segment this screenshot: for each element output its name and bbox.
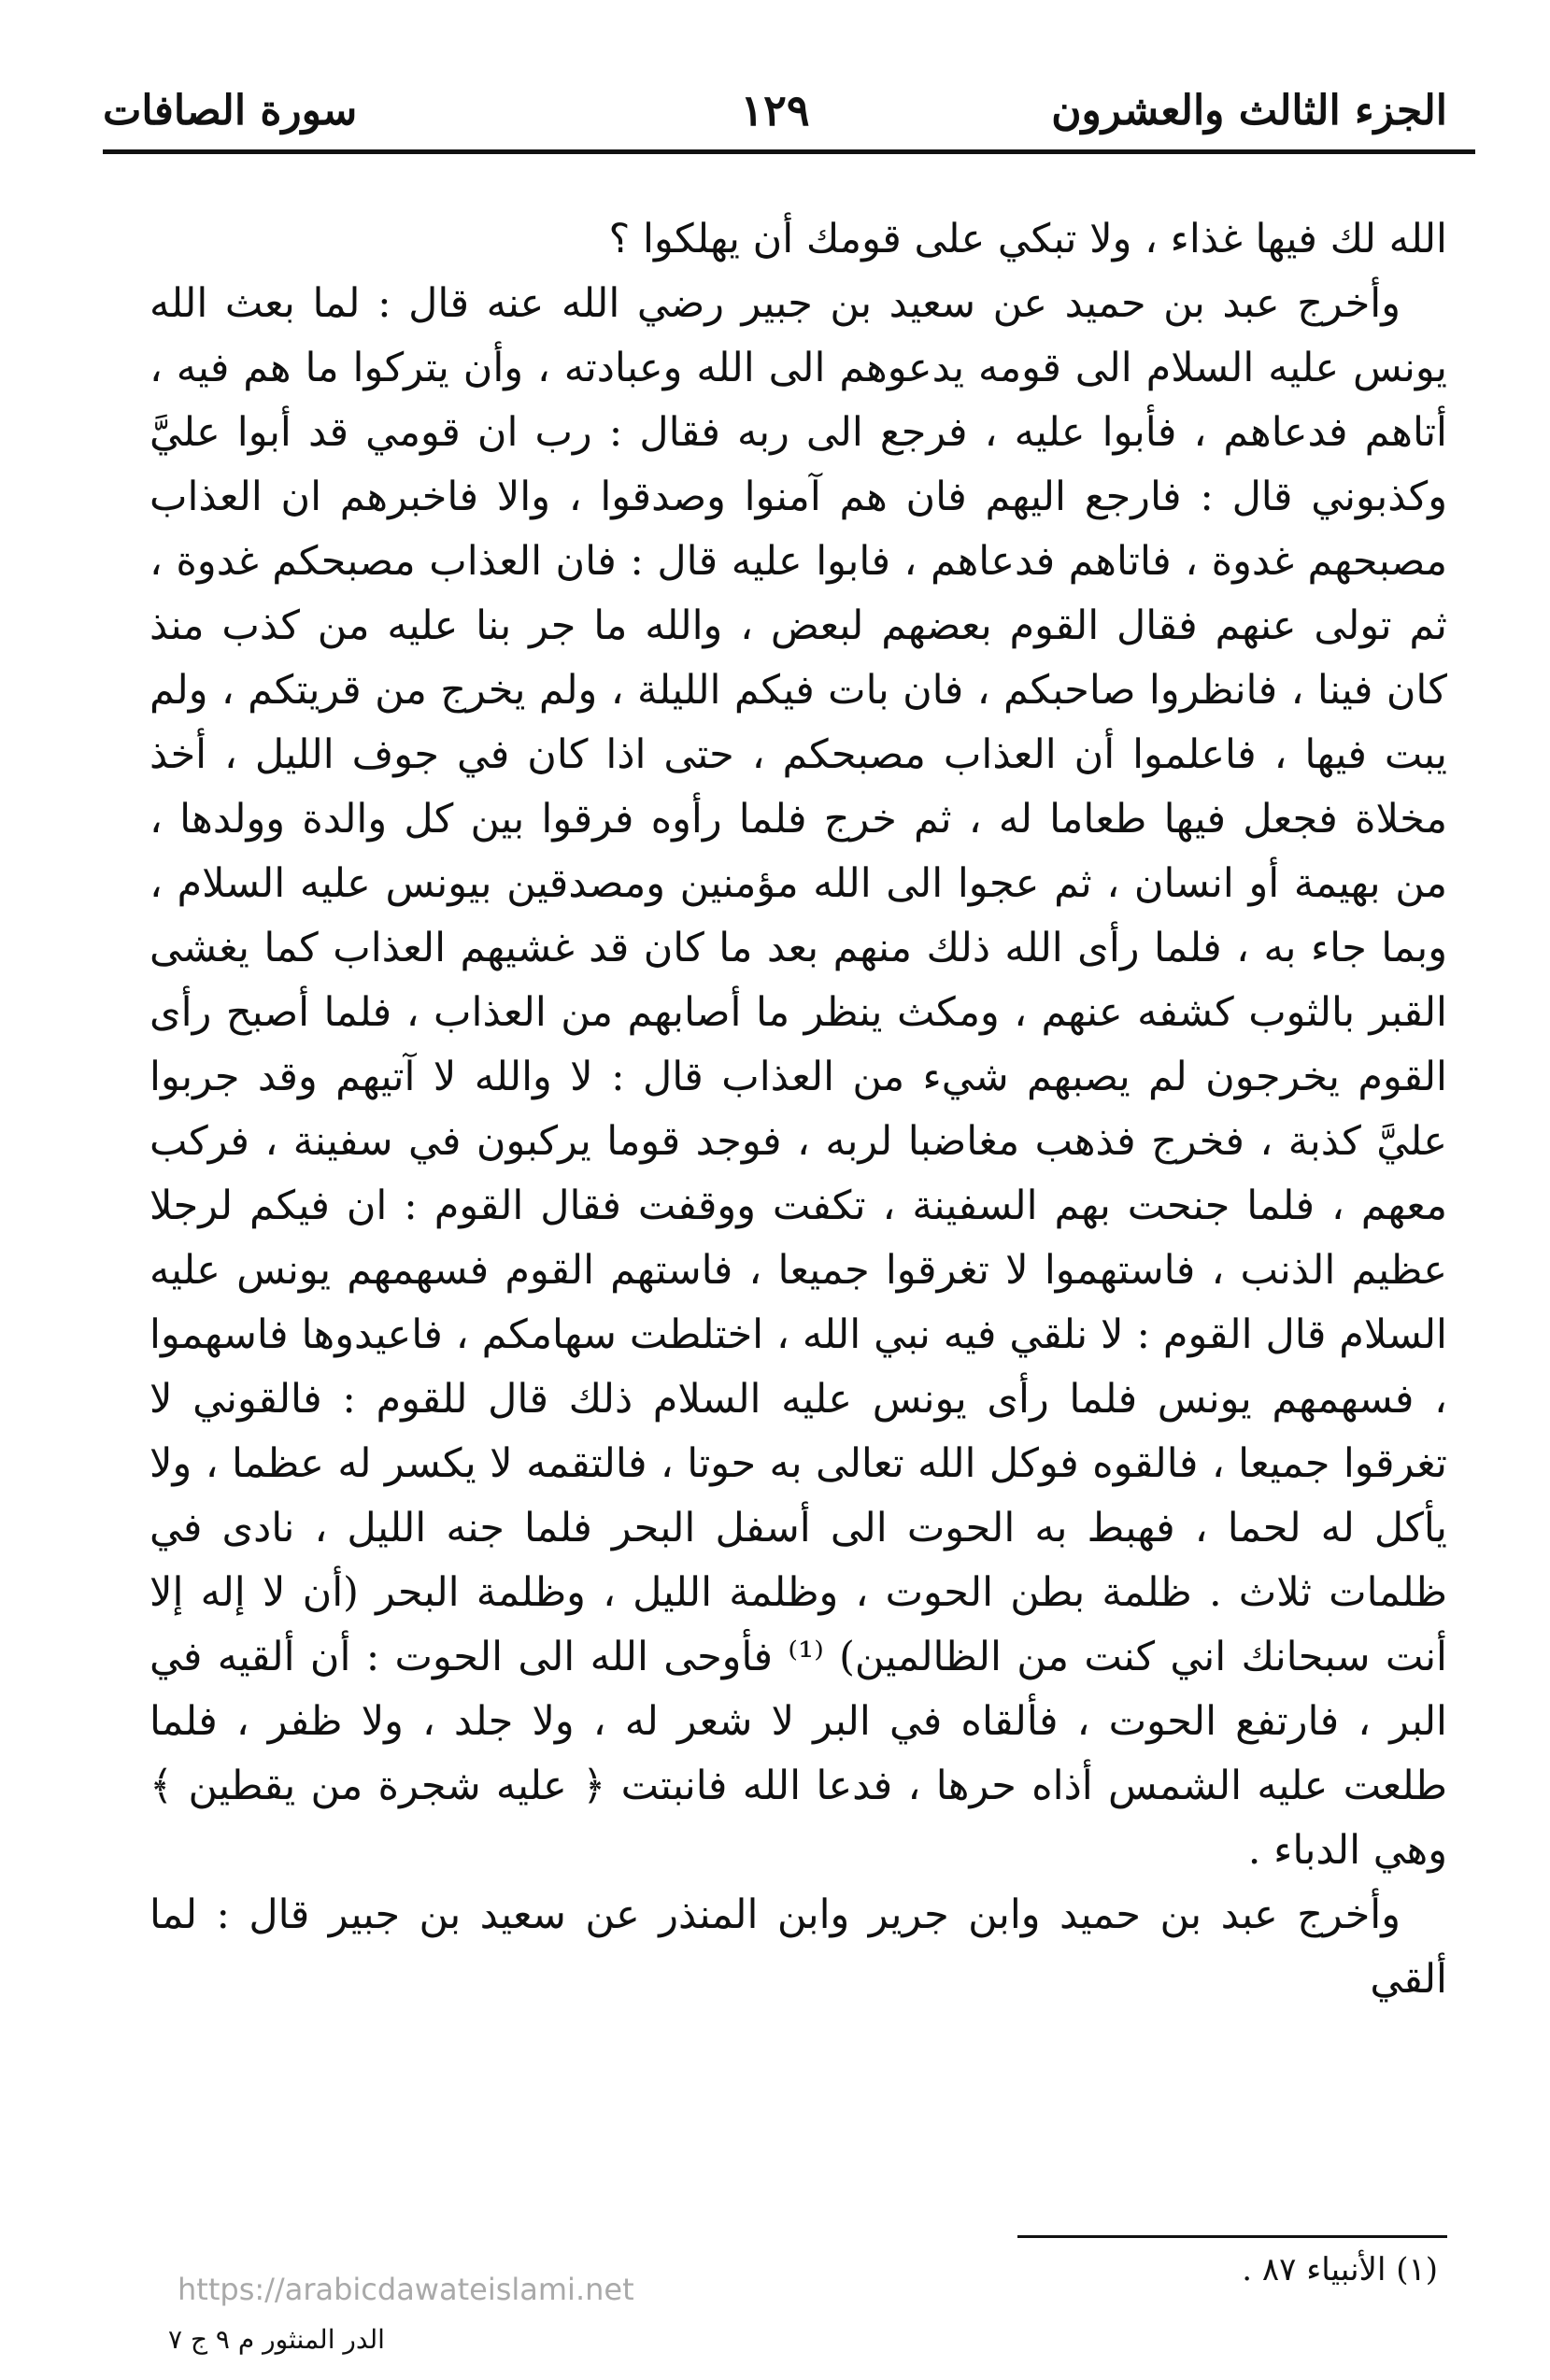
watermark-url: https://arabicdawateislami.net [178,2272,634,2307]
footnote-rule [1017,2235,1447,2238]
source-reference: الدر المنثور م ٩ ج ٧ [168,2324,385,2355]
body-text [149,207,1447,2012]
running-header [103,73,1447,148]
paragraph: الله لك فيها غذاء ، ولا تبكي على قومك أن يهلكوا ؟ [608,216,1447,262]
paragraph: وأخرج عبد بن حميد عن سعيد بن جبير رضي الله عنه قال : لما بعث الله يونس عليه السلام الى قومه يدعوهم الى الله وعبادته ، وأن يتركوا ما هم فيه ، أتاهم فدعاهم ، فأبوا عليه ، فرجع الى ربه فقال : رب ان قومي قد أبوا عليَّ وكذبوني قال : فارجع اليهم فان هم آمنوا وصدقوا ، والا فاخبرهم ان العذاب مصبحهم غدوة ، فاتاهم فدعاهم ، فابوا عليه قال : فان العذاب مصبحكم غدوة ، ثم تولى عنهم فقال القوم بعضهم لبعض ، والله ما جر بنا عليه من كذب منذ كان فينا ، فانظروا صاحبكم ، فان بات فيكم الليلة ، ولم يخرج من قريتكم ، ولم يبت فيها ، فاعلموا أن العذاب مصبحكم ، حتى اذا كان في جوف الليل ، أخذ مخلاة فجعل فيها طعاما له ، ثم خرج فلما رأوه فرقوا بين كل والدة وولدها ، من بهيمة أو انسان ، ثم عجوا الى الله مؤمنين ومصدقين بيونس عليه السلام ، وبما جاء به ، فلما رأى الله ذلك منهم بعد ما كان قد غشيهم العذاب كما يغشى القبر بالثوب كشفه عنهم ، ومكث ينظر ما أصابهم من العذاب ، فلما أصبح رأى القوم يخرجون لم يصبهم شيء من العذاب قال : لا والله لا آتيهم وقد جربوا عليَّ كذبة ، فخرج فذهب مغاضبا لربه ، فوجد قوما يركبون في سفينة ، فركب معهم ، فلما جنحت بهم السفينة ، تكفت ووقفت فقال القوم : ان فيكم لرجلا عظيم الذنب ، فاستهموا لا تغرقوا جميعا ، فاستهم القوم فسهمهم يونس عليه السلام قال القوم : لا نلقي فيه نبي الله ، اختلطت سهامكم ، فاعيدوها فاسهموا ، فسهمهم يونس فلما رأى يونس عليه السلام ذلك قال للقوم : فالقوني لا تغرقوا جميعا ، فالقوه فوكل الله تعالى به حوتا ، فالتقمه لا يكسر له عظما ، ولا يأكل له لحما ، فهبط به الحوت الى أسفل البحر فلما جنه الليل ، نادى في ظلمات ثلاث . ظلمة بطن الحوت ، وظلمة الليل ، وظلمة البحر (أن لا إله إلا أنت سبحانك اني كنت من الظالمين) ⁽¹⁾ فأوحى الله الى الحوت : أن ألقيه في البر ، فارتفع الحوت ، فألقاه في البر لا شعر له ، ولا جلد ، ولا ظفر ، فلما طلعت عليه الشمس أذاه حرها ، فدعا الله فانبتت ﴿ عليه شجرة من يقطين ﴾ وهي الدباء . [149,280,1447,1874]
surah-title: سورة الصافات [103,86,358,135]
paragraph: وأخرج عبد بن حميد وابن جرير وابن المنذر عن سعيد بن جبير قال : لما ألقي [149,1891,1447,2003]
footnote: (١) الأنبياء ٨٧ . [1242,2251,1438,2288]
page-number: ١٢٩ [740,85,810,135]
header-rule [103,149,1475,154]
juz-title: الجزء الثالث والعشرون [1051,86,1447,135]
